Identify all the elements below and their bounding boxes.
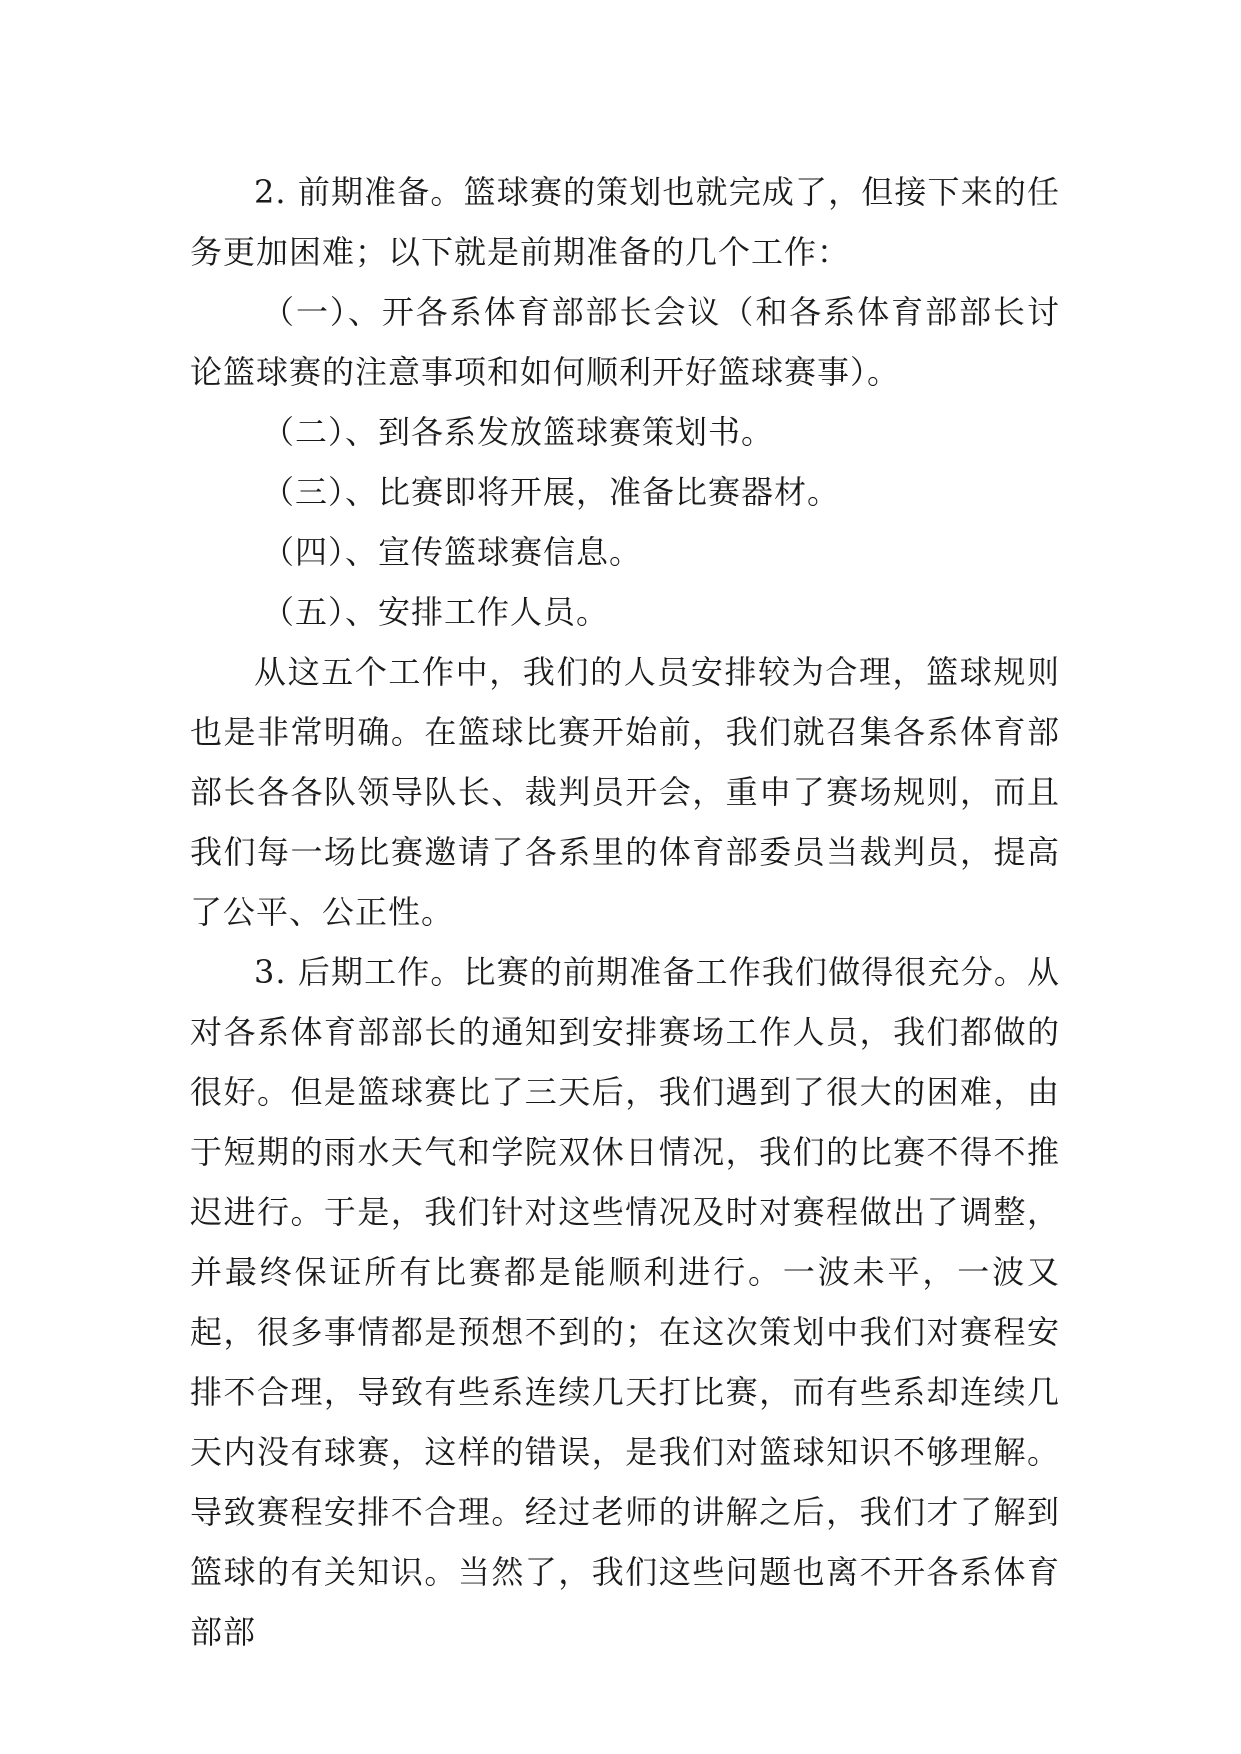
- list-item-3: （三）、比赛即将开展，准备比赛器材。: [262, 473, 841, 511]
- paragraph-pre-preparation: 2. 前期准备。篮球赛的策划也就完成了，但接下来的任务更加困难；以下就是前期准备的几个工作：: [190, 173, 1060, 271]
- list-item-1: （一）、开各系体育部部长会议（和各系体育部部长讨论篮球赛的注意事项和如何顺利开好篮球赛事）。: [190, 293, 1060, 391]
- paragraph-summary: 从这五个工作中，我们的人员安排较为合理，篮球规则也是非常明确。在篮球比赛开始前，我们就召集各系体育部部长各各队领导队长、裁判员开会，重申了赛场规则，而且我们每一场比赛邀请了各系里的体育部委员当裁判员，提高了公平、公正性。: [190, 653, 1060, 931]
- list-item-4: （四）、宣传篮球赛信息。: [262, 533, 643, 571]
- list-item-5: （五）、安排工作人员。: [262, 593, 610, 631]
- document-body: [190, 162, 1060, 1662]
- list-item-2: （二）、到各系发放篮球赛策划书。: [262, 413, 775, 451]
- paragraph-post-work: 3. 后期工作。比赛的前期准备工作我们做得很充分。从对各系体育部部长的通知到安排赛场工作人员，我们都做的很好。但是篮球赛比了三天后，我们遇到了很大的困难，由于短期的雨水天气和学院双休日情况，我们的比赛不得不推迟进行。于是，我们针对这些情况及时对赛程做出了调整，并最终保证所有比赛都是能顺利进行。一波未平，一波又起，很多事情都是预想不到的；在这次策划中我们对赛程安排不合理，导致有些系连续几天打比赛，而有些系却连续几天内没有球赛，这样的错误，是我们对篮球知识不够理解。导致赛程安排不合理。经过老师的讲解之后，我们才了解到篮球的有关知识。当然了，我们这些问题也离不开各系体育部部: [190, 953, 1060, 1651]
